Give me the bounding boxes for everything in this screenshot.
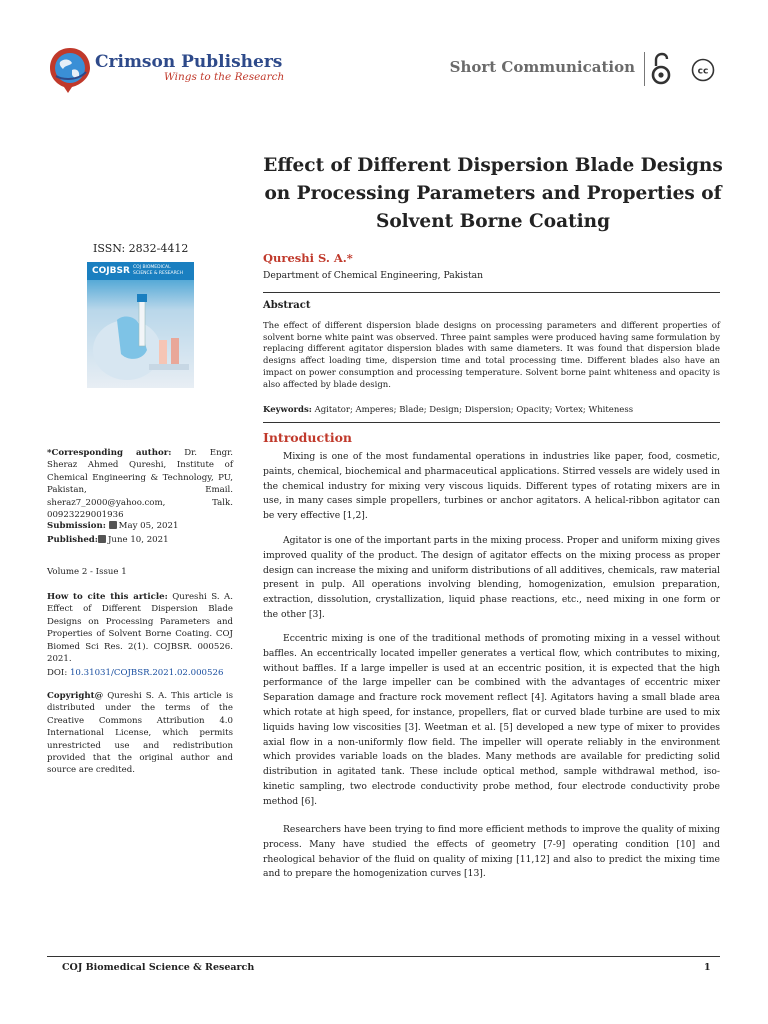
doi-label: DOI:	[47, 668, 68, 678]
doi-link[interactable]: 10.31031/COJBSR.2021.02.000526	[69, 668, 224, 678]
cover-abbreviation: COJBSR	[92, 266, 130, 276]
paragraph: Mixing is one of the most fundamental operations in industries like paper, food, cosmetic, paints, chemical, biochemical and pharmaceutical applications. Stirred vessels are widely used in the chemical industry for mixing very viscous liquids. Different types of rotating mixers are in use, in many cases simple propellers, turbines or anchor agitators. A helical-ribbon agitator can be very effective [1,2].	[263, 451, 720, 522]
author-affiliation: Department of Chemical Engineering, Pakistan	[263, 270, 484, 281]
doi-row	[47, 667, 233, 679]
abstract-heading: Abstract	[263, 300, 311, 311]
footer-rule	[47, 956, 720, 957]
globe-logo-icon	[48, 46, 92, 94]
svg-text:cc: cc	[697, 66, 709, 77]
footer-journal-name: COJ Biomedical Science & Research	[62, 962, 255, 973]
lab-pipette-image	[87, 280, 194, 388]
abstract-bottom-rule	[263, 422, 720, 423]
citation	[47, 591, 233, 665]
page-number: 1	[704, 962, 711, 973]
submission-date: May 05, 2021	[118, 521, 179, 531]
publisher-name: Crimson Publishers	[95, 52, 283, 72]
publisher-tagline: Wings to the Research	[164, 71, 285, 83]
cite-text: Qureshi S. A. Effect of Different Dispersion Blade Designs on Processing Parameters and Properties of Solvent Borne Coating. COJ Biomed Sci Res. 2(1). COJBSR. 000526. 2021.	[47, 592, 233, 665]
published-label: Published:	[47, 535, 98, 545]
paragraph: Researchers have been trying to find more efficient methods to improve the quality of mixing process. Many have studied the effects of geometry [7-9] operating condition [10] and rheological behavior of the fluid on quality of mixing [11,12] and also to predict the mixing time and to prepare the homogenization curves [13].	[263, 824, 720, 880]
corresponding-text: Dr. Engr. Sheraz Ahmed Qureshi, Institute of Chemical Engineering & Technology, PU, Pakistan, Email. sheraz7_2000@yahoo.com, Talk. 00923229001936	[47, 448, 233, 521]
cite-label: How to cite this article:	[47, 592, 168, 602]
keywords-label: Keywords:	[263, 405, 312, 415]
published-date: June 10, 2021	[107, 535, 169, 545]
copyright-label: Copyright@	[47, 691, 104, 701]
introduction-heading: Introduction	[263, 430, 353, 445]
submission-label: Submission:	[47, 521, 106, 531]
creative-commons-icon	[691, 58, 715, 82]
abstract-text: The effect of different dispersion blade designs on processing parameters and different properties of solvent borne white paint was observed. Three paint samples were produced having same formulation by replacing different agitator dispersion blades with same diameters. It was found that dispersion blade designs affect loading time, dispersion time and total processing time. Different blades also have an impact on power consumption and processing temperature. Solvent borne paint whiteness and opacity is also affected by blade design.	[263, 321, 720, 390]
keywords-list: Agitator; Amperes; Blade; Design; Dispersion; Opacity; Vortex; Whiteness	[311, 405, 634, 415]
copyright-notice	[47, 690, 233, 777]
copyright-text: Qureshi S. A. This article is distributed under the terms of the Creative Commons Attribution 4.0 International License, which permits unrestricted use and redistribution provided that the original author and source are credited.	[47, 691, 233, 776]
corresponding-author	[47, 447, 233, 521]
open-access-icon	[650, 52, 672, 86]
keywords	[263, 405, 720, 415]
calendar-icon	[109, 521, 117, 529]
calendar-icon	[98, 535, 106, 543]
corresponding-label: *Corresponding author:	[47, 448, 172, 458]
article-type: Short Communication	[449, 58, 635, 76]
journal-cover-image	[87, 262, 194, 388]
paragraph: Agitator is one of the important parts in the mixing process. Proper and uniform mixing gives improved quality of the product. The design of agitator effects on the mixing process as proper design can increase the mixing and uniform distributions of all additives, chemicals, raw material present in pulp. All operations involving blending, homogenization, emulsion preparation, extraction, dissolution, crystallization, liquid phase reactions, etc., need mixing in one form or the other [3].	[263, 535, 720, 620]
header-divider	[644, 52, 645, 86]
paragraph: Eccentric mixing is one of the traditional methods of promoting mixing in a vessel without baffles. An eccentrically located impeller generates a vertical flow, which contributes to mixing, without baffles. If a large impeller is used at an eccentric position, it is expected that the high performance of the large impeller can be combined with the advantages of eccentric mixer Separation damage and fracture rock movement reflect [4]. Agitators having a small blade area which rotate at high speed, for instance, propellers, flat or curved blade turbine are used to mix liquids having low viscosities [3]. Weetman et al. [5] developed a new type of mixer to provides axial flow in a non-uniformly flow field. The impeller will operate reliably in the environment which provides variable loads on the blades. Many methods are available for predicting solid distribution in agitated tank. These include optical method, sample withdrawal method, iso-kinetic sampling, two electrode conductivity probe method, four electrode conductivity probe method [6].	[263, 633, 720, 807]
publisher-logo	[48, 46, 285, 98]
author-name: Qureshi S. A.*	[263, 251, 353, 265]
volume-issue: Volume 2 - Issue 1	[47, 567, 127, 577]
published-date-row	[47, 534, 233, 546]
submission-date-row	[47, 520, 233, 532]
article-title: Effect of Different Dispersion Blade Designs on Processing Parameters and Properties of Solvent Borne Coating	[263, 155, 723, 232]
abstract-top-rule	[263, 292, 720, 293]
cover-journal-name: COJ BIOMEDICAL SCIENCE & RESEARCH	[133, 265, 184, 276]
issn: ISSN: 2832-4412	[93, 242, 189, 255]
